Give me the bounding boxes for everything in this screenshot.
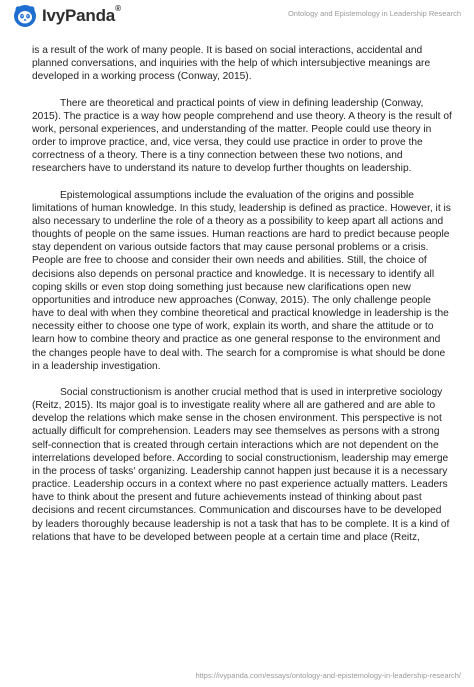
- page-header: [0, 0, 474, 34]
- brand-name: IvyPanda®: [42, 4, 121, 25]
- source-url-link[interactable]: https://ivypanda.com/essays/ontology-and-epistemology-in-leadership-research/: [195, 671, 461, 680]
- registered-mark: ®: [115, 4, 121, 13]
- essay-body: [32, 44, 452, 557]
- paragraph-3: Epistemological assumptions include the evaluation of the origins and possible limitations of human knowledge. In this study, leadership is defined as practice. However, it is also necessary to underline the role of a theory as a possibility to keep apart all actions and thoughts of people on the same issues. Human reactions are hard to predict because people stay dependent on various outside factors that may cause personal problems or a crisis. People are free to choose and consider their own needs and abilities. Still, the choice of decisions also depends on personal practice and knowledge. It is necessary to identify all coping skills or even stop doing something just because new clarifications open new opportunities and introduce new approaches (Conway, 2015). The only challenge people have to deal with when they combine theoretical and practical knowledge in leadership is the necessity either to choose one type of work, explain its worth, and share the attitude or to learn how to combine theory and practice as one general response to the environment and the changes people have to deal with. The search for a compromise is what should be done in a leadership investigation.: [32, 189, 451, 372]
- panda-icon: [13, 4, 37, 28]
- ivypanda-logo[interactable]: [13, 4, 121, 28]
- document-title: Ontology and Epistemology in Leadership Research: [287, 9, 461, 18]
- paragraph-1: is a result of the work of many people. It is based on social interactions, accidental and planned conversations, and inquiries with the help of which intersubjective meanings are developed in a working process (Conway, 2015).: [32, 45, 431, 83]
- paragraph-4: Social constructionism is another crucial method that is used in interpretive sociology (Reitz, 2015). Its major goal is to investigate reality where all are gathered and are able to develop the relations which make sense in the chosen environment. This perspective is not actually difficult for comprehension. Leaders may see themselves as persons with a strong self-connection that is created through certain interactions which are not dependent on the interrelations developed before. According to social constructionism, leadership may emerge in the process of tasks' organizing. Leadership cannot happen just because it is a necessary practice. Leadership occurs in a context where no past experience actually matters. Leaders have to think about the present and future achievements instead of thinking about past decisions and recent circumstances. Communication and discourses have to be developed by leaders thoroughly because leadership is not a task that has to be complete. It is a kind of relations that have to be developed between people at a certain time and place (Reitz,: [32, 387, 450, 543]
- paragraph-2: There are theoretical and practical points of view in defining leadership (Conway, 2015). The practice is a way how people comprehend and use theory. A theory is the result of work, personal experiences, and understanding of the matter. People could use theory in order to improve practice, and, vice versa, they could use practice in order to prove the correctness of a theory. There is a tiny connection between these two notions, and researchers have to understand its nature to develop further thoughts on leadership.: [32, 97, 452, 175]
